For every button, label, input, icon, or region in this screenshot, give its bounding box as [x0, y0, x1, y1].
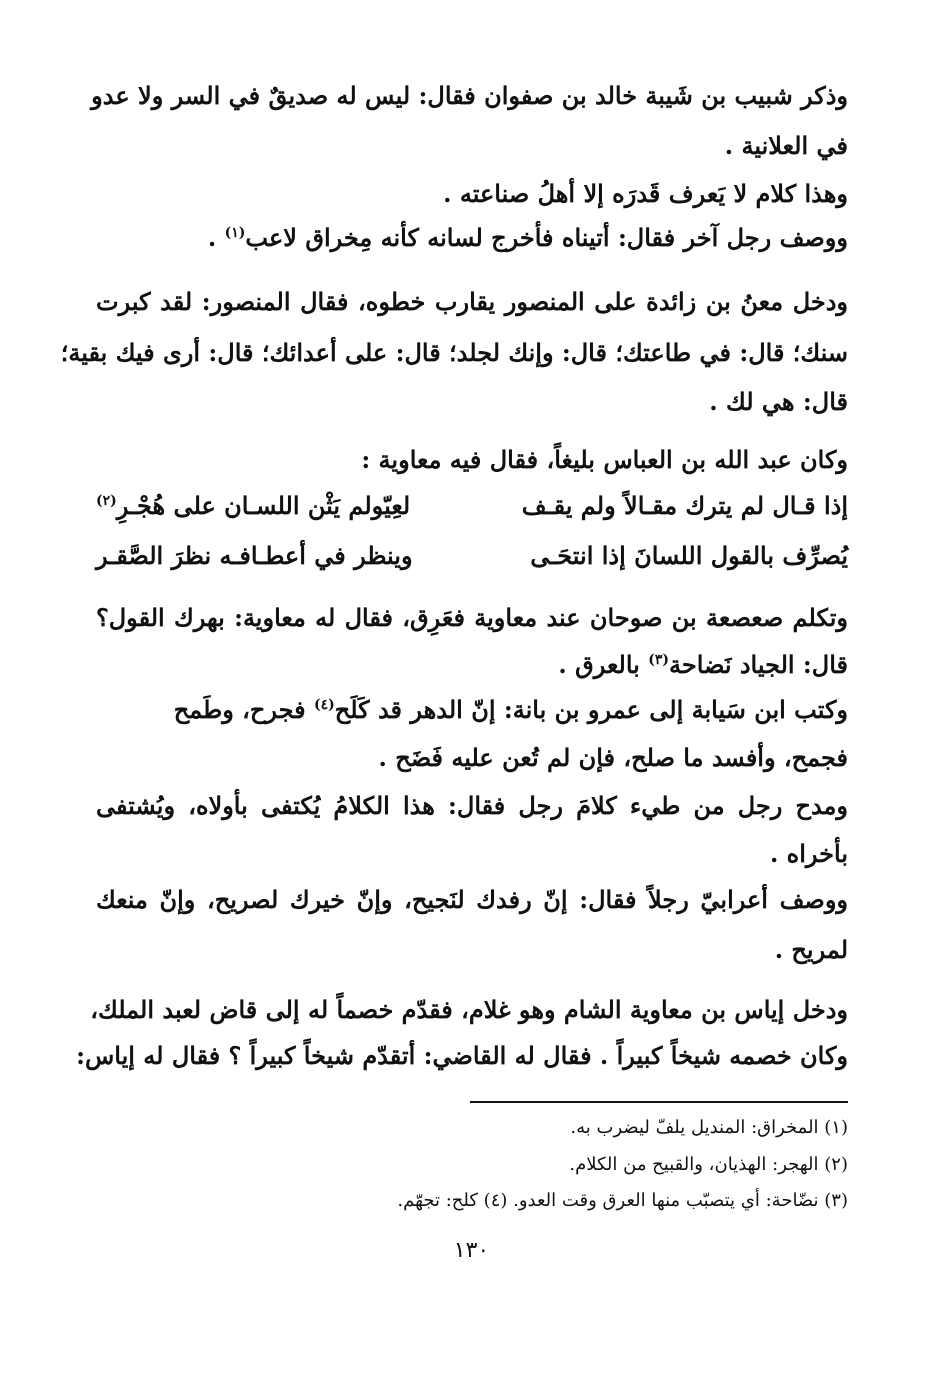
footnote-marker: (٢)	[96, 493, 117, 509]
text-line: وكان خصمه شيخاً كبيراً . فقال له القاضي: أتقدّم شيخاً كبيراً ؟ فقال له إياس:	[76, 1041, 848, 1070]
text-line: وهذا كلام لا يَعرف قَدرَه إلا أهلُ صناعته .	[443, 179, 848, 208]
footnote-divider	[470, 1101, 848, 1103]
text-line: فجمح، وأفسد ما صلح، فإن لم تُعن عليه فَضَح .	[378, 743, 848, 772]
verse-first-hemistich: إذا قـال لم يترك مقـالاً ولم يقـف	[521, 491, 848, 520]
text-line	[208, 218, 848, 258]
text-line: ومدح رجل من طيء كلامَ رجل فقال: هذا الكلامُ يُكتفى بأولاه، ويُشتفى	[96, 791, 848, 820]
text-line: وكان عبد الله بن العباس بليغاً، فقال فيه معاوية :	[361, 445, 848, 474]
footnote: (١) المخراق: المنديل يلفّ ليضرب به.	[570, 1117, 848, 1138]
text-line	[174, 690, 848, 730]
text-segment: وكتب ابن سَيابة إلى عمرو بن بانة: إنّ الدهر قد كَلَح	[334, 695, 848, 724]
footnote: (٢) الهجر: الهذيان، والقبيح من الكلام.	[569, 1154, 848, 1175]
text-line: سنك؛ قال: في طاعتك؛ قال: وإنك لجلد؛ قال: على أعدائك؛ قال: أرى فيك بقية؛	[60, 338, 848, 367]
verse-second-hemistich: وينظر في أعطـافـه نظرَ الصَّقـر	[96, 541, 413, 570]
footnote-marker: (٣)	[648, 652, 669, 668]
text-segment: فجرح، وطَمح	[173, 695, 306, 724]
verse-first-hemistich: يُصرِّف بالقول اللسانَ إذا انتحَـى	[530, 541, 848, 570]
text-line: ودخل إياس بن معاوية الشام وهو غلام، فقدّم خصماً له إلى قاض لعبد الملك،	[90, 995, 848, 1024]
text-line: قال: هي لك .	[709, 387, 848, 416]
hemistich-text: لعِيّولم يَثْن اللسـان على هُجْـرِ	[116, 491, 411, 520]
text-line: ووصف أعرابيّ رجلاً فقال: إنّ رفدك لنَجيح، وإنّ خيرك لصريح، وإنّ منعك	[96, 885, 848, 914]
text-line: وتكلم صعصعة بن صوحان عند معاوية فعَرِق، فقال له معاوية: بهرك القول؟	[96, 603, 848, 632]
text-line: لمريح .	[774, 935, 848, 964]
page-number: ١٣٠	[453, 1238, 490, 1263]
text-line: وذكر شبيب بن شَيبة خالد بن صفوان فقال: ليس له صديقٌ في السر ولا عدو	[91, 81, 848, 110]
footnote-marker: (١)	[224, 225, 246, 241]
text-line	[558, 645, 848, 685]
text-segment: ووصف رجل آخر فقال: أتيناه فأخرج لسانه كأنه مِخراق لاعب	[245, 223, 848, 252]
text-line: ودخل معنُ بن زائدة على المنصور يقارب خطوه، فقال المنصور: لقد كبرت	[96, 287, 848, 316]
text-segment: بالعرق .	[558, 650, 640, 679]
footnote-marker: (٤)	[313, 697, 335, 713]
footnote: (٣) نضّاحة: أي يتصبّب منها العرق وقت العدو. (٤) كلح: تجهّم.	[397, 1190, 848, 1211]
text-line: بأخراه .	[769, 839, 848, 868]
text-segment: قال: الجياد نَضاحة	[668, 650, 848, 679]
end-dot: .	[207, 223, 217, 252]
text-line: في العلانية .	[724, 131, 848, 160]
verse-second-hemistich	[96, 486, 410, 526]
